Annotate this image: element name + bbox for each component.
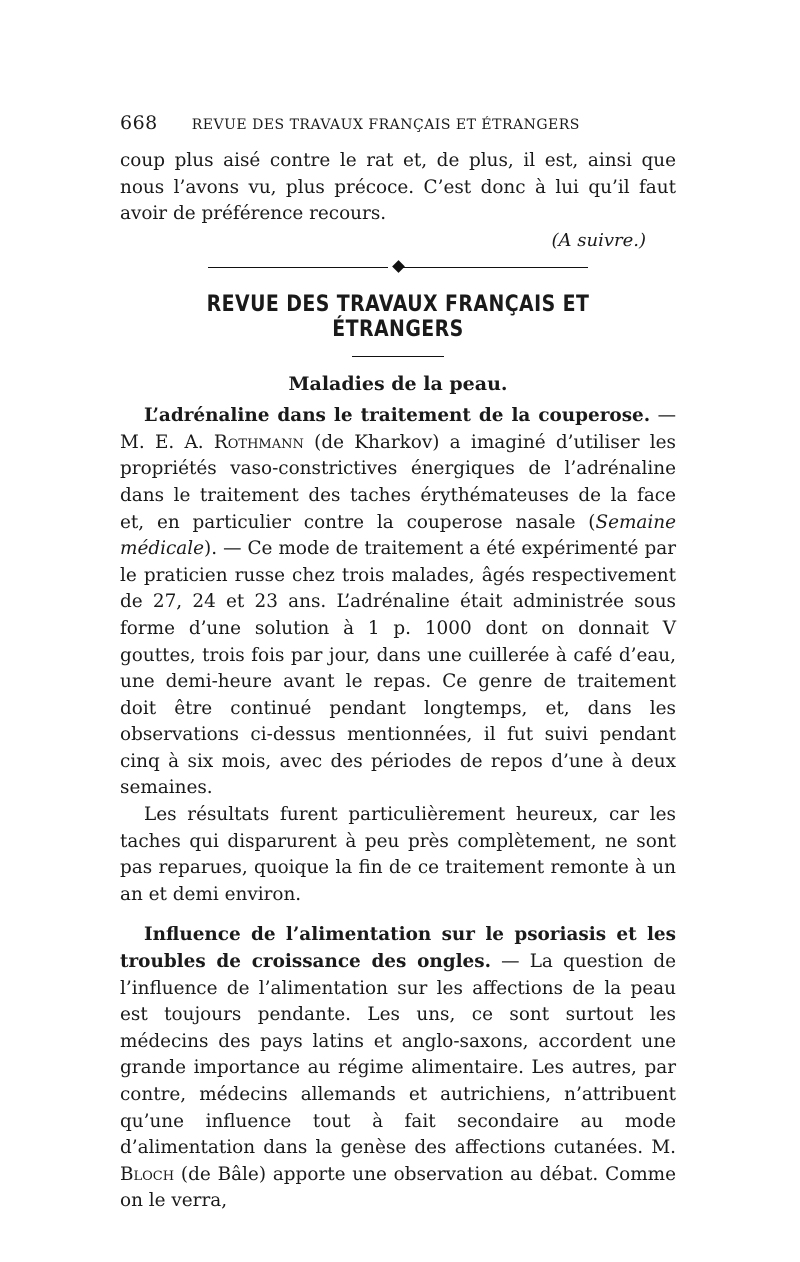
article-psoriasis-heading: Influence de l’alimentation sur le psoriasis et les troubles de croissance des ongles. — [120, 924, 676, 973]
document-page — [120, 112, 676, 1215]
intro-paragraph: coup plus aisé contre le rat et, de plus, il est, ainsi que nous l’avons vu, plus précoce. C’est donc à lui qu’il faut avoir de préférence recours. — [120, 150, 676, 225]
short-divider — [352, 356, 444, 357]
section-title: REVUE DES TRAVAUX FRANÇAIS ET ÉTRANGERS — [206, 291, 590, 342]
article-text-part-2: (de Bâle) apporte une observation au débat. Comme on le verra, — [120, 1163, 676, 1212]
source-journal: Semaine médicale — [120, 511, 676, 560]
heading-dash: — — [650, 405, 676, 427]
author-name: Rothmann — [213, 431, 304, 453]
ornamental-rule — [208, 260, 588, 274]
running-title: REVUE DES TRAVAUX FRANÇAIS ET ÉTRANGERS — [191, 117, 580, 133]
article-adrenaline-paragraph — [120, 403, 676, 802]
rule-line-left — [208, 267, 388, 268]
block-gap — [120, 908, 676, 922]
running-header — [120, 112, 676, 134]
author-prefix: M. E. A. — [120, 431, 214, 453]
article-text-part-2: ). — Ce mode de traitement a été expérimenté par le praticien russe chez trois malades, âgés respectivement de 27, 24 et 23 ans. L’adrénaline était administrée sous forme d’une solution à 1 p. 1000 dont on donnait V gouttes, trois fois par jour, dans une cuillerée à café d’eau, une demi-heure avant le repas. Ce genre de traitement doit être continué pendant longtemps, et, dans les observations ci-dessus mentionnées, il fut suivi pendant cinq à six mois, avec des périodes de repos d’une à deux semaines. — [120, 538, 676, 799]
heading-dash: — — [491, 951, 530, 973]
article-text-part-1: (de Kharkov) a imaginé d’utiliser les propriétés vaso-constrictives énergiques de l’adrénaline dans le traitement des taches érythémateuses de la face et, en particulier contre la couperose nasale ( — [120, 431, 676, 533]
article-adrenaline-results: Les résultats furent particulièrement heureux, car les taches qui disparurent à peu près complètement, ne sont pas reparues, quoique la fin de ce traitement remonte à un an et demi environ. — [120, 804, 676, 905]
author-name: Bloch — [120, 1163, 175, 1185]
subsection-title: Maladies de la peau. — [288, 373, 508, 396]
article-adrenaline-heading: L’adrénaline dans le traitement de la couperose. — [144, 405, 651, 427]
article-psoriasis-paragraph — [120, 922, 676, 1215]
article-text-part-1: La question de l’influence de l’alimentation sur les affections de la peau est toujours pendante. Les uns, ce sont surtout les médecins des pays latins et anglo-saxons, accordent une grande importance au régime alimentaire. Les autres, par contre, médecins allemands et autrichiens, n’attribuent qu’une influence tout à fait secondaire au mode d’alimentation dans la genèse des affections cutanées. M. — [120, 951, 676, 1159]
to-be-continued: (A suivre.) — [551, 229, 646, 251]
page-number: 668 — [120, 112, 158, 134]
rule-line-right — [400, 267, 588, 268]
